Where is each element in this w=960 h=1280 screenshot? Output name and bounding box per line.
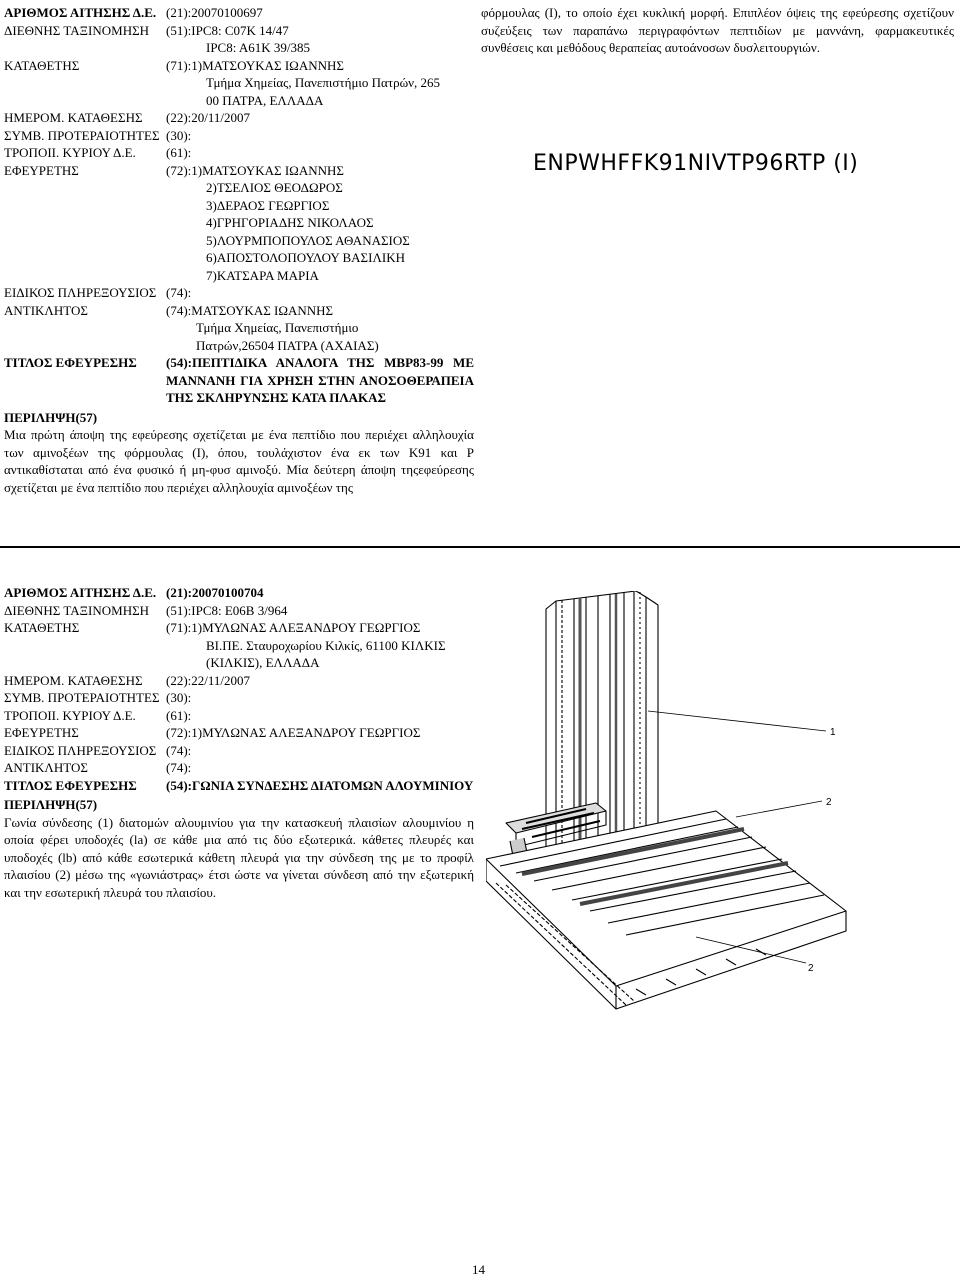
applicant-label: ΚΑΤΑΘΕΤΗΣ xyxy=(4,620,80,635)
priority-row xyxy=(4,689,474,707)
filing-date-row xyxy=(4,672,474,690)
invention-title: (54):ΓΩΝΙΑ ΣΥΝΔΕΣΗΣ ΔΙΑΤΟΜΩΝ ΑΛΟΥΜΙΝΙΟΥ xyxy=(166,777,474,793)
title-row xyxy=(4,777,474,795)
invention-title: (54):ΠΕΠΤΙΔΙΚΑ ΑΝΑΛΟΓΑ ΤΗΣ MBP83-99 ΜΕ ΜΑΝΝΑΝΗ ΓΙΑ ΧΡΗΣΗ ΣΤΗΝ ΑΝΟΣΟΘΕΡΑΠΕΙΑ ΤΗΣ ΣΚΛΗΡΥΝΣΗΣ ΚΑΤΑ ΠΛΑΚΑΣ xyxy=(166,355,474,405)
representative-row xyxy=(4,302,474,320)
agent-label: ΕΙΔΙΚΟΣ ΠΛΗΡΕΞΟΥΣΙΟΣ xyxy=(4,285,157,300)
inventor-label: ΕΦΕΥΡΕΤΗΣ xyxy=(4,725,79,740)
title-row xyxy=(4,354,474,407)
filing-date-value: (22):20/11/2007 xyxy=(166,110,251,125)
figure-label-2: 2 xyxy=(826,797,832,808)
agent-label: ΕΙΔΙΚΟΣ ΠΛΗΡΕΞΟΥΣΙΟΣ xyxy=(4,742,157,758)
ipc-label: ΔΙΕΘΝΗΣ ΤΑΞΙΝΟΜΗΣΗ xyxy=(4,602,150,618)
filing-date-row xyxy=(4,109,474,127)
representative-row xyxy=(4,759,474,777)
title-label: ΤΙΤΛΟΣ ΕΦΕΥΡΕΣΗΣ xyxy=(4,355,137,370)
inventor-row xyxy=(4,162,474,180)
applicant-value: (71):1)ΜΥΛΩΝΑΣ ΑΛΕΞΑΝΔΡΟΥ ΓΕΩΡΓΙΟΣ xyxy=(166,620,421,635)
agent-value: (74): xyxy=(166,742,192,758)
abstract-continuation: φόρμουλας (I), το οποίο έχει κυκλική μορφή. Επιπλέον όψεις της εφεύρεσης σχετίζουν συζεύξεις των παραπάνω περιγραφόντων πεπτιδίων με μαννάνη, φαρμακευτικές συνθέσεις και μεθόδους θεραπείας αυτοάνοσων δυσλειτουργιών. xyxy=(481,5,954,55)
abstract-heading: ΠΕΡΙΛΗΨΗ(57) xyxy=(4,409,98,425)
ipc-value-continued: IPC8: A61K 39/385 xyxy=(206,40,311,55)
priority-label: ΣΥΜΒ. ΠΡΟΤΕΡΑΙΟΤΗΤΕΣ xyxy=(4,127,160,143)
application-number-row xyxy=(4,4,474,22)
title-label: ΤΙΤΛΟΣ ΕΦΕΥΡΕΣΗΣ xyxy=(4,777,137,793)
inventor-row xyxy=(4,724,474,742)
priority-label: ΣΥΜΒ. ΠΡΟΤΕΡΑΙΟΤΗΤΕΣ xyxy=(4,690,160,705)
modification-row xyxy=(4,144,474,162)
applicant-row xyxy=(4,619,474,637)
ipc-row xyxy=(4,22,474,40)
abstract-heading: ΠΕΡΙΛΗΨΗ(57) xyxy=(4,797,98,812)
priority-value: (30): xyxy=(166,127,192,143)
application-number-value: (21):20070100697 xyxy=(166,5,263,20)
section-divider xyxy=(0,546,960,548)
filing-date-label: ΗΜΕΡΟΜ. ΚΑΤΑΘΕΣΗΣ xyxy=(4,672,143,688)
abstract-text: Μια πρώτη άποψη της εφεύρεσης σχετίζεται με ένα πεπτίδιο που περιέχει αλληλουχία των αμινοξέων της φόρμουλας (I), όπου, τουλάχιστον ένα εκ των K91 και P αντικαθίσταται από ένα φυσικό ή μη-φυσ αμινοξύ. Μία δεύτερη άποψη τηςεφεύρεσης σχετίζεται με ένα πεπτίδιο που περιέχει αλληλουχία αμινοξέων της xyxy=(4,427,474,495)
filing-date-label: ΗΜΕΡΟΜ. ΚΑΤΑΘΕΣΗΣ xyxy=(4,110,143,125)
figure-label-2: 2 xyxy=(808,963,814,974)
applicant-address-line-1: ΒΙ.ΠΕ. Σταυροχωρίου Κιλκίς, 61100 ΚΙΛΚΙΣ xyxy=(206,637,446,653)
patent-entry-1 xyxy=(4,4,474,496)
applicant-address-line-2: (ΚΙΛΚΙΣ), ΕΛΛΑΔΑ xyxy=(206,655,320,670)
modification-value: (61): xyxy=(166,145,192,160)
applicant-value: (71):1)ΜΑΤΣΟΥΚΑΣ ΙΩΑΝΝΗΣ xyxy=(166,57,344,73)
ipc-label: ΔΙΕΘΝΗΣ ΤΑΞΙΝΟΜΗΣΗ xyxy=(4,22,150,38)
figure-label-1: 1 xyxy=(830,727,836,738)
representative-label: ΑΝΤΙΚΛΗΤΟΣ xyxy=(4,760,88,775)
application-number-row xyxy=(4,584,474,602)
inventor-list-item: 5)ΛΟΥΡΜΠΟΠΟΥΛΟΣ ΑΘΑΝΑΣΙΟΣ xyxy=(206,232,410,248)
modification-value: (61): xyxy=(166,707,192,723)
modification-row xyxy=(4,707,474,725)
peptide-formula: ENPWHFFK91NIVTP96RTP (I) xyxy=(533,151,859,176)
inventor-list-item: 7)ΚΑΤΣΑΡΑ ΜΑΡΙΑ xyxy=(206,267,319,283)
inventor-list-item: 2)ΤΣΕΛΙΟΣ ΘΕΟΔΩΡΟΣ xyxy=(206,180,343,195)
inventor-list-item: 3)ΔΕΡΑΟΣ ΓΕΩΡΓΙΟΣ xyxy=(206,197,330,213)
inventor-label: ΕΦΕΥΡΕΤΗΣ xyxy=(4,162,79,178)
abstract-text: Γωνία σύνδεσης (1) διατομών αλουμινίου για την κατασκευή πλαισίων αλουμινίου η οποία φέρει υποδοχές (la) σε κάθε μια από τις δύο εξωτερικά. κάθετες πλευρές και υποδοχές (lb) από κάθε εσωτερικά κάθετη πλευρά για την σύνδεση της με το προφίλ πλαισίου (2) μέσω της «γωνιάστρας» έτσι ώστε να γίνεται σύνδεση από την εξωτερική και την εσωτερική πλευρά του πλαισίου. xyxy=(4,814,474,900)
inventor-value: (72):1)ΜΥΛΩΝΑΣ ΑΛΕΞΑΝΔΡΟΥ ΓΕΩΡΓΙΟΣ xyxy=(166,725,421,740)
representative-address-line-2: Πατρών,26504 ΠΑΤΡΑ (ΑΧΑΙΑΣ) xyxy=(196,337,379,353)
representative-address-line-1: Τμήμα Χημείας, Πανεπιστήμιο xyxy=(196,320,359,335)
applicant-address-line-2: 00 ΠΑΤΡΑ, ΕΛΛΑΔΑ xyxy=(206,92,324,108)
application-number-value: (21):20070100704 xyxy=(166,585,264,600)
applicant-address-line-1: Τμήμα Χημείας, Πανεπιστήμιο Πατρών, 265 xyxy=(206,75,441,90)
agent-row xyxy=(4,284,474,302)
inventor-list-item: 4)ΓΡΗΓΟΡΙΑΔΗΣ ΝΙΚΟΛΑΟΣ xyxy=(206,215,374,230)
agent-value: (74): xyxy=(166,285,192,300)
ipc-value: (51):IPC8: C07K 14/47 xyxy=(166,22,289,38)
inventor-list-item: 6)ΑΠΟΣΤΟΛΟΠΟΥΛΟΥ ΒΑΣΙΛΙΚΗ xyxy=(206,250,405,265)
priority-row xyxy=(4,127,474,145)
applicant-row xyxy=(4,57,474,75)
modification-label: ΤΡΟΠΟΙΙ. ΚΥΡΙΟΥ Δ.Ε. xyxy=(4,707,136,723)
modification-label: ΤΡΟΠΟΙΙ. ΚΥΡΙΟΥ Δ.Ε. xyxy=(4,145,136,160)
patent-drawing xyxy=(486,591,856,1011)
inventor-value: (72):1)ΜΑΤΣΟΥΚΑΣ ΙΩΑΝΝΗΣ xyxy=(166,162,344,178)
representative-value: (74): xyxy=(166,760,192,775)
priority-value: (30): xyxy=(166,690,192,705)
representative-label: ΑΝΤΙΚΛΗΤΟΣ xyxy=(4,302,88,318)
page-number: 14 xyxy=(472,1262,485,1277)
application-number-label: ΑΡΙΘΜΟΣ ΑΙΤΗΣΗΣ Δ.Ε. xyxy=(4,5,157,20)
agent-row xyxy=(4,742,474,760)
applicant-label: ΚΑΤΑΘΕΤΗΣ xyxy=(4,57,80,73)
representative-value: (74):ΜΑΤΣΟΥΚΑΣ ΙΩΑΝΝΗΣ xyxy=(166,302,334,318)
application-number-label: ΑΡΙΘΜΟΣ ΑΙΤΗΣΗΣ Δ.Ε. xyxy=(4,585,157,600)
patent-entry-2 xyxy=(4,584,474,901)
ipc-value: (51):IPC8: E06B 3/964 xyxy=(166,602,288,618)
filing-date-value: (22):22/11/2007 xyxy=(166,672,251,688)
ipc-row xyxy=(4,602,474,620)
